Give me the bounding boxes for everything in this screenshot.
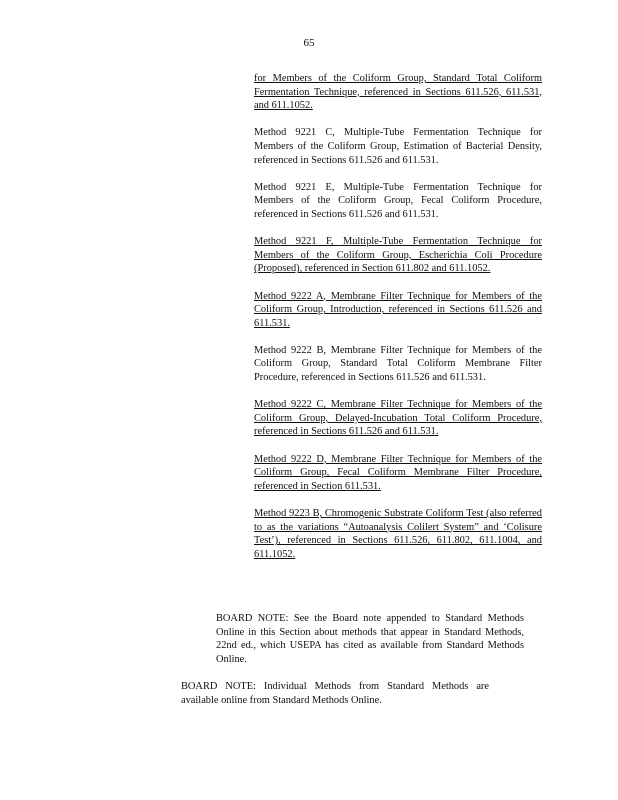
method-entry-text: Method 9222 B, Membrane Filter Technique for Members of the Coliform Group, Standard Total Coliform Membrane Filter Procedure, referenced in Sections 611.526 and 611.531.	[254, 344, 542, 384]
method-entry-text: for Members of the Coliform Group, Standard Total Coliform Fermentation Technique, referenced in Sections 611.526, 611.531, and 611.1052.	[254, 73, 542, 112]
board-note-individual-methods: BOARD NOTE: Individual Methods from Standard Methods are available online from Standard Methods Online.	[181, 681, 489, 706]
method-entry-text: Method 9223 B, Chromogenic Substrate Coliform Test (also referred to as the variations “Autoanalysis Colilert System” and ‘Colisure Test’), referenced in Sections 611.526, 611.802, 611.1004, and 611.1052.	[254, 508, 542, 560]
method-entry-text: Method 9222 A, Membrane Filter Technique for Members of the Coliform Group, Introduction, referenced in Sections 611.526 and 611.531.	[254, 290, 542, 329]
method-entry-text: Method 9221 E, Multiple-Tube Fermentation Technique for Members of the Coliform Group, Fecal Coliform Procedure, referenced in Sections 611.526 and 611.531.	[254, 181, 542, 220]
method-entry	[254, 507, 542, 561]
method-entry-text: Method 9222 D, Membrane Filter Technique for Members of the Coliform Group, Fecal Coliform Membrane Filter Procedure, referenced in Section 611.531.	[254, 453, 542, 492]
method-entry	[254, 181, 542, 222]
method-entry	[254, 344, 542, 385]
method-entry	[254, 453, 542, 494]
method-entry-text: Method 9221 F, Multiple-Tube Fermentation Technique for Members of the Coliform Group, Escherichia Coli Procedure (Proposed), referenced in Section 611.802 and 611.1052.	[254, 236, 542, 275]
method-entry	[254, 398, 542, 439]
method-entry	[254, 290, 542, 331]
method-entry	[254, 72, 542, 113]
method-entry-text: Method 9222 C, Membrane Filter Technique for Members of the Coliform Group, Delayed-Incubation Total Coliform Procedure, referenced in Sections 611.526 and 611.531.	[254, 399, 542, 438]
method-entry	[254, 235, 542, 276]
board-note-standard-methods-online: BOARD NOTE: See the Board note appended to Standard Methods Online in this Section about methods that appear in Standard Methods, 22nd ed., which USEPA has cited as available from Standard Methods Online.	[216, 613, 524, 665]
method-list	[254, 72, 542, 575]
method-entry-text: Method 9221 C, Multiple-Tube Fermentation Technique for Members of the Coliform Group, Estimation of Bacterial Density, referenced in Sections 611.526 and 611.531.	[254, 127, 542, 166]
page-number: 65	[303, 37, 315, 49]
method-entry	[254, 126, 542, 167]
